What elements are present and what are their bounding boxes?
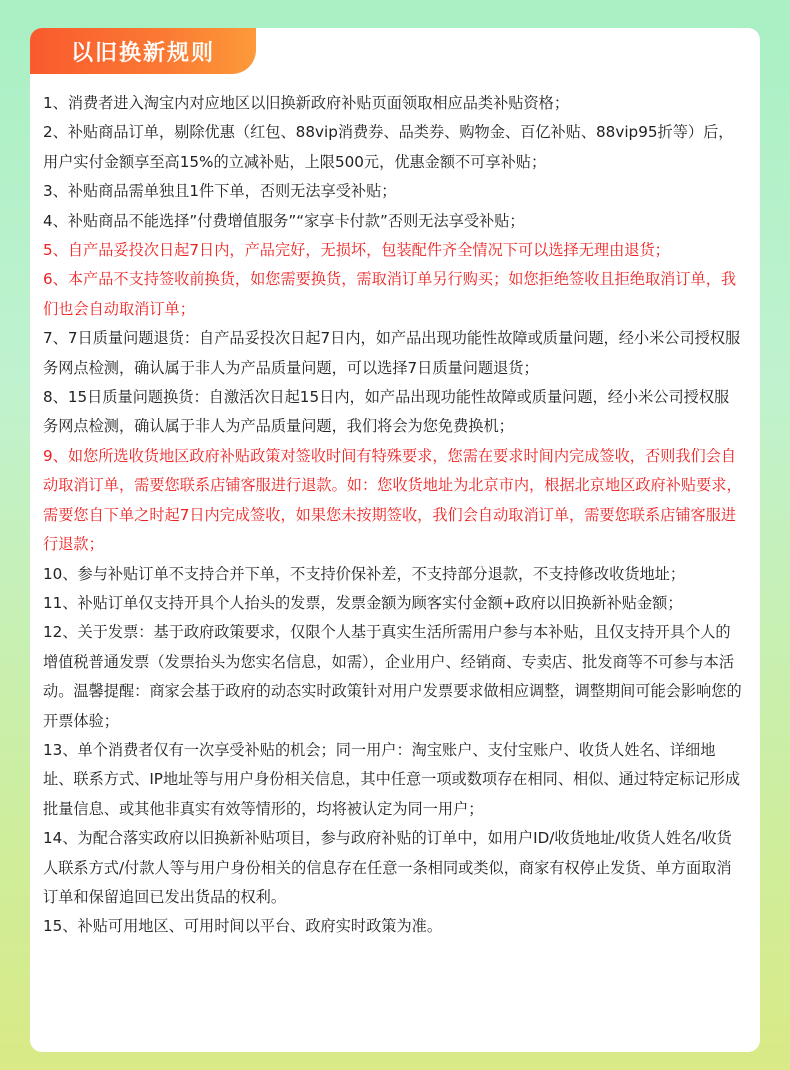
rule-item: 6、本产品不支持签收前换货，如您需要换货，需取消订单另行购买；如您拒绝签收且拒绝取消订单，我们也会自动取消订单；	[43, 270, 737, 318]
rule-item: 13、单个消费者仅有一次享受补贴的机会；同一用户：淘宝账户、支付宝账户、收货人姓名、详细地址、联系方式、IP地址等与用户身份相关信息，其中任意一项或数项存在相同、相似、通过特定标记形成批量信息、或其他非真实有效等情形的，均将被认定为同一用户；	[43, 740, 741, 818]
rule-item: 4、补贴商品不能选择”付费增值服务”“家享卡付款”否则无法享受补贴；	[43, 211, 525, 230]
rule-item: 14、为配合落实政府以旧换新补贴项目，参与政府补贴的订单中，如用户ID/收货地址/收货人姓名/收货人联系方式/付款人等与用户身份相关的信息存在任意一条相同或类似，商家有权停止发货、单方面取消订单和保留追回已发出货品的权利。	[43, 829, 732, 906]
rule-item: 10、参与补贴订单不支持合并下单，不支持价保补差，不支持部分退款，不支持修改收货地址；	[43, 564, 686, 583]
rules-list	[43, 89, 743, 942]
rule-item: 5、自产品妥投次日起7日内，产品完好，无损坏，包装配件齐全情况下可以选择无理由退货；	[43, 241, 670, 260]
rule-item: 1、消费者进入淘宝内对应地区以旧换新政府补贴页面领取相应品类补贴资格；	[43, 94, 570, 112]
rule-item: 15、补贴可用地区、可用时间以平台、政府实时政策为准。	[43, 917, 443, 936]
rule-item: 8、15日质量问题换货：自激活次日起15日内，如产品出现功能性故障或质量问题，经小米公司授权服务网点检测，确认属于非人为产品质量问题，我们将会为您免费换机；	[43, 388, 730, 436]
rule-item: 12、关于发票：基于政府政策要求，仅限个人基于真实生活所需用户参与本补贴，且仅支持开具个人的增值税普通发票（发票抬头为您实名信息，如需），企业用户、经销商、专卖店、批发商等不可参与本活动。温馨提醒：商家会基于政府的动态实时政策针对用户发票要求做相应调整，调整期间可能会影响您的开票体验；	[43, 623, 742, 730]
page-title: 以旧换新规则	[30, 28, 256, 74]
rule-item: 3、补贴商品需单独且1件下单，否则无法享受补贴；	[43, 182, 397, 201]
rule-item: 11、补贴订单仅支持开具个人抬头的发票，发票金额为顾客实付金额+政府以旧换新补贴金额；	[43, 593, 683, 612]
rule-item: 9、如您所选收货地区政府补贴政策对签收时间有特殊要求，您需在要求时间内完成签收，否则我们会自动取消订单，需要您联系店铺客服进行退款。如：您收货地址为北京市内，根据北京地区政府补贴要求，需要您自下单之时起7日内完成签收，如果您未按期签收，我们会自动取消订单，需要您联系店铺客服进行退款；	[43, 446, 742, 554]
rule-item: 2、补贴商品订单，剔除优惠（红包、88vip消费券、品类券、购物金、百亿补贴、88vip95折等）后，用户实付金额享至高15%的立减补贴，上限500元，优惠金额不可享补贴；	[43, 123, 734, 171]
rule-item: 7、7日质量问题退货：自产品妥投次日起7日内，如产品出现功能性故障或质量问题，经小米公司授权服务网点检测，确认属于非人为产品质量问题，可以选择7日质量问题退货；	[43, 329, 741, 377]
